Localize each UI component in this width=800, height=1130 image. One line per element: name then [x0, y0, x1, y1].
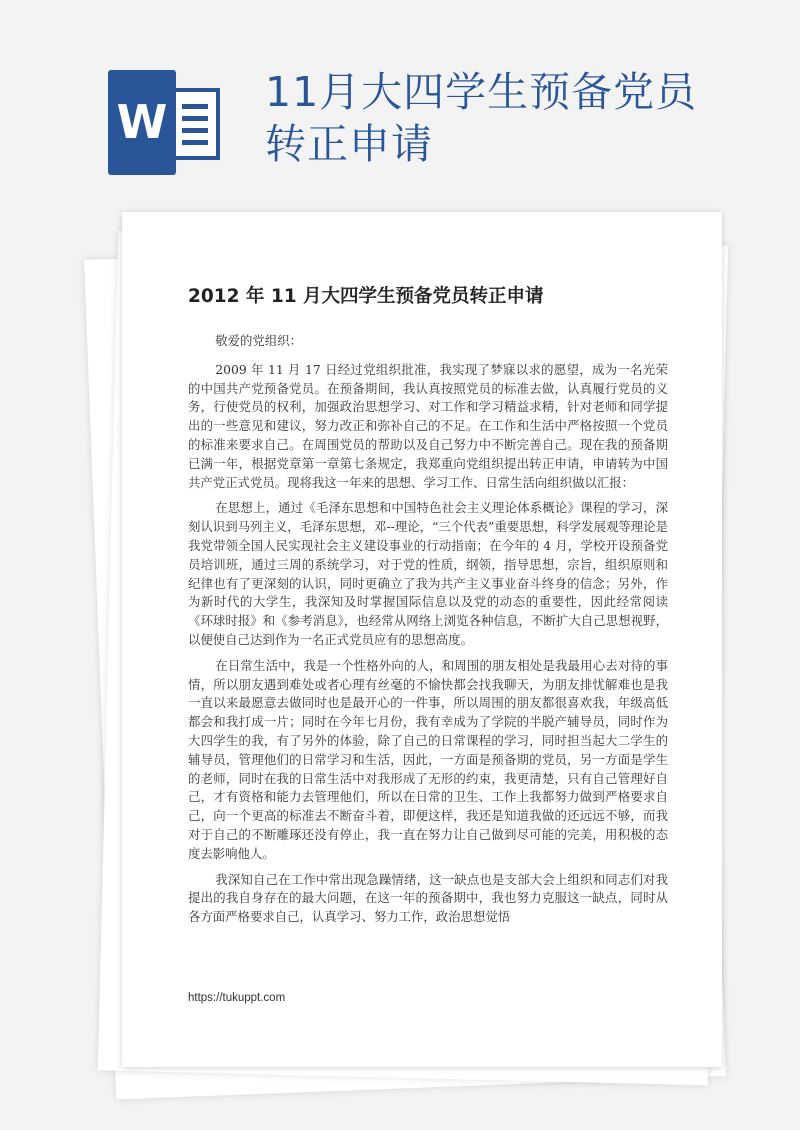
paragraph: 2009 年 11 月 17 日经过党组织批准，我实现了梦寐以求的愿望，成为一名光荣的中国共产党预备党员。在预备期间，我认真按照党员的标准去做，认真履行党员的义务，行使党员的权利，加强政治思想学习、对工作和学习精益求精，针对老师和同学提出的一些意见和建议，努力改正和弥补自己的不足。在工作和生活中严格按照一个党员的标准来要求自己。在周围党员的帮助以及自己努力中不断完善自己。现在我的预备期已满一年，根据党章第一章第七条规定，我郑重向党组织提出转正申请，申请转为中国共产党正式党员。现将我这一年来的思想、学习工作、日常生活向组织做以汇报： [188, 361, 668, 490]
paragraph: 在日常生活中，我是一个性格外向的人，和周围的朋友相处是我最用心去对待的事情，所以朋友遇到难处或者心理有丝毫的不愉快都会找我聊天，为朋友排忧解难也是我一直以来最愿意去做同时也是最开心的一件事，所以周围的朋友都很喜欢我，年级高低都会和我打成一片；同时在今年七月份，我有幸成为了学院的半脱产辅导员，同时作为大四学生的我，有了另外的体验，除了自己的日常课程的学习，同时担当起大二学生的辅导员，管理他们的日常学习和生活，因此，一方面是预备期的党员，另一方面是学生的老师，同时在我的日常生活中对我形成了无形的约束，我更清楚，只有自己管理好自己，才有资格和能力去管理他们，所以在日常的卫生、工作上我都努力做到严格要求自己，向一个更高的标准去不断奋斗着，即便这样，我还是知道我做的还远远不够，而我对于自己的不断雕琢还没有停止，我一直在努力让自己做到尽可能的完美，用积极的态度去影响他人。 [188, 657, 668, 861]
document-page [122, 212, 722, 1067]
word-icon-page [170, 88, 220, 160]
page-title: 11月大四学生预备党员转正申请 [265, 68, 698, 168]
word-document-icon [108, 70, 223, 175]
document-body [188, 332, 668, 934]
footer-url: https://tukuppt.com [188, 992, 286, 1004]
paragraph: 我深知自己在工作中常出现急躁情绪，这一缺点也是支部大会上组织和同志们对我提出的我自身存在的最大问题，在这一年的预备期中，我也努力克服这一缺点，同时从各方面严格要求自己，认真学习、努力工作，政治思想觉悟 [188, 871, 668, 925]
paragraph: 在思想上，通过《毛泽东思想和中国特色社会主义理论体系概论》课程的学习，深刻认识到马列主义，毛泽东思想，邓--理论，“三个代表”重要思想，科学发展观等理论是我党带领全国人民实现社会主义建设事业的行动指南；在今年的 4 月，学校开设预备党员培训班，通过三周的系统学习，对于党的性质，纲领，指导思想，宗旨，组织原则和纪律也有了更深刻的认识，同时更确立了我为共产主义事业奋斗终身的信念；另外，作为新时代的大学生，我深知及时掌握国际信息以及党的动态的重要性，因此经常阅读《环球时报》和《参考消息》，也经常从网络上浏览各种信息，不断扩大自己思想视野，以便使自己达到作为一名正式党员应有的思想高度。 [188, 500, 668, 647]
salutation: 敬爱的党组织： [215, 333, 302, 348]
document-title: 2012 年 11 月大四学生预备党员转正申请 [188, 286, 544, 307]
header-banner [0, 0, 800, 200]
word-icon-letter: W [108, 70, 176, 175]
